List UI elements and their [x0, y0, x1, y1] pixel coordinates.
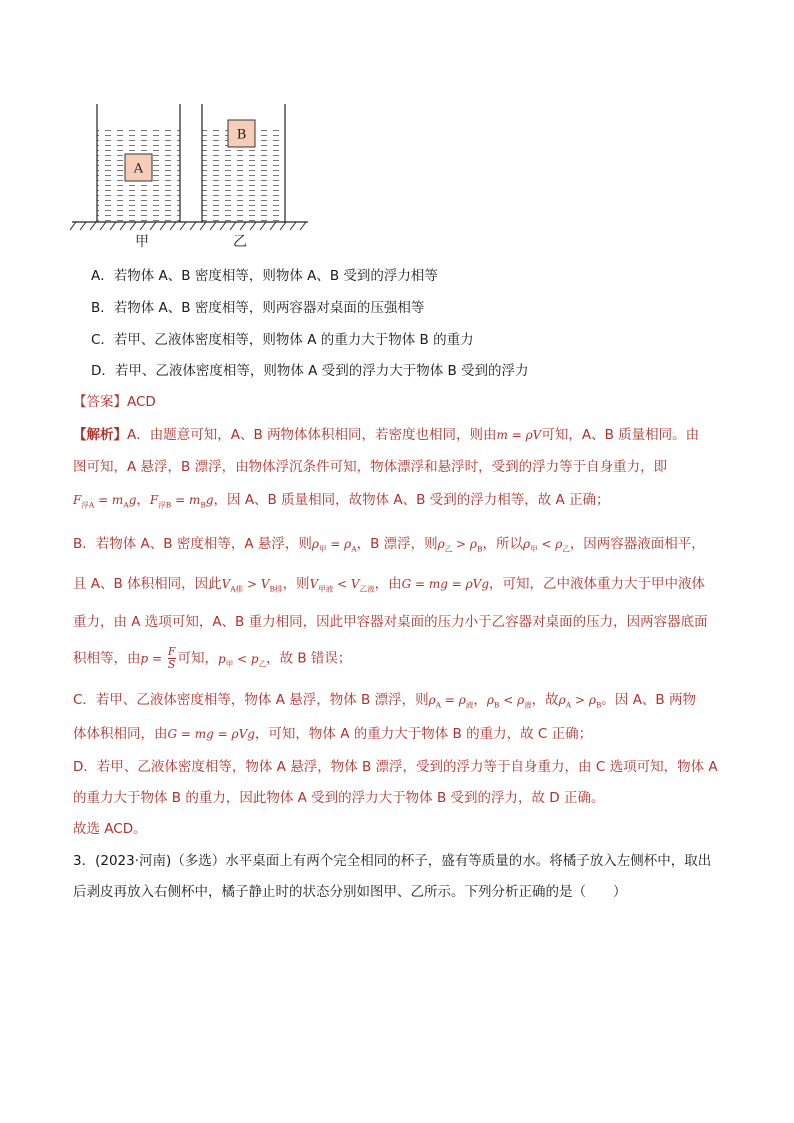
analysis-c-line2: 体体积相同，由G = mg = ρVg，可知，物体 A 的重力大于物体 B 的重力，故 C 正确；: [73, 726, 593, 742]
label-yi: 乙: [233, 234, 247, 250]
analysis-a-line1: 【解析】A．由题意可知，A、B 两物体体积相同，若密度也相同，则由m = ρV可知，A、B 质量相同。由: [73, 427, 700, 443]
analysis-conclusion: 故选 ACD。: [73, 821, 147, 837]
label-jia: 甲: [135, 234, 149, 250]
analysis-d-line2: 的重力大于物体 B 的重力，因此物体 A 受到的浮力大于物体 B 受到的浮力，故 D 正确。: [73, 790, 605, 806]
option-d: D．若甲、乙液体密度相等，则物体 A 受到的浮力大于物体 B 受到的浮力: [91, 363, 529, 379]
question3-line1: 3．(2023·河南)（多选）水平桌面上有两个完全相同的杯子，盛有等质量的水。将橘子放入左侧杯中，取出: [73, 853, 712, 869]
analysis-c-line1: C．若甲、乙液体密度相等，物体 A 悬浮，物体 B 漂浮，则$\rho_A = \rho_液$，$\rho_B < \rho_液$，故$\rho_A > \rho_B$。因 A、B 两物: [73, 692, 696, 710]
containers-diagram: [68, 98, 318, 250]
analysis-b-line4: 积相等，由p = $\frac{F}{S}$ 可知，$p_甲 < p_乙$，故 B 错误；: [73, 645, 352, 671]
analysis-d-line1: D．若甲、乙液体密度相等，物体 A 悬浮，物体 B 漂浮，受到的浮力等于自身重力，由 C 选项可知，物体 A: [73, 759, 718, 775]
analysis-a-line3: $F_{浮A} = m_Ag$，$F_{浮B} = m_Bg$，因 A、B 质量相同，故物体 A、B 受到的浮力相等，故 A 正确；: [73, 492, 610, 510]
option-c: C．若甲、乙液体密度相等，则物体 A 的重力大于物体 B 的重力: [91, 332, 474, 348]
analysis-b-line3: 重力，由 A 选项可知，A、B 重力相同，因此甲容器对桌面的压力小于乙容器对桌面的压力，因两容器底面: [73, 614, 708, 630]
option-b: B．若物体 A、B 密度相等，则两容器对桌面的压强相等: [91, 300, 425, 316]
analysis-a-line2: 图可知，A 悬浮，B 漂浮，由物体浮沉条件可知，物体漂浮和悬浮时，受到的浮力等于自身重力，即: [73, 459, 668, 475]
block-b-label: B: [236, 127, 247, 143]
question3-line2: 后剥皮再放入右侧杯中，橘子静止时的状态分别如图甲、乙所示。下列分析正确的是（ ）: [73, 884, 627, 900]
analysis-b-line2: 且 A、B 体积相同，因此$V_{A排} > V_{B排}$，则$V_{甲液} < V_{乙液}$，由G = mg = ρVg，可知，乙中液体重力大于甲中液体: [73, 576, 706, 594]
answer-tag: 【答案】: [73, 394, 127, 410]
answer-value: ACD: [127, 394, 156, 410]
block-a-label: A: [133, 161, 144, 177]
answer: [73, 392, 156, 412]
formula-f-over-s: $\frac{F}{S}$: [167, 645, 176, 671]
analysis-b-line1: B．若物体 A、B 密度相等，A 悬浮，则$\rho_甲 = \rho_A$，B 漂浮，则$\rho_乙 > \rho_B$，所以$\rho_甲 < \rho_乙$，因两容器液面相平，: [73, 536, 705, 554]
analysis-tag: 【解析】: [73, 427, 127, 443]
formula-fb: $F_{浮B} = m_Bg$: [149, 493, 214, 510]
formula-m-rho-v: m = ρV: [496, 428, 542, 442]
formula-fa: $F_{浮A} = m_Ag$: [73, 493, 137, 510]
container-figure: [68, 98, 318, 250]
option-a: A．若物体 A、B 密度相等，则物体 A、B 受到的浮力相等: [91, 268, 438, 284]
